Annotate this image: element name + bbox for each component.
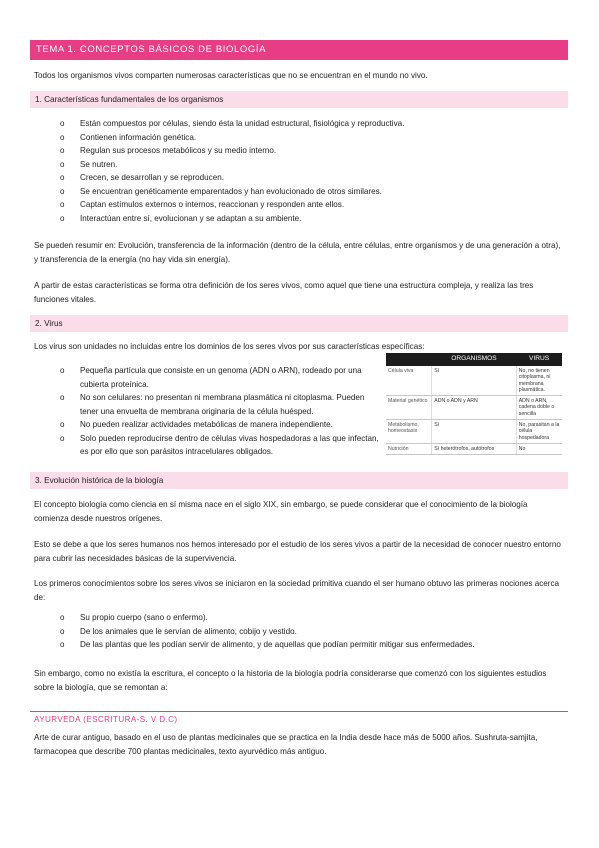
- list-item: o No pueden realizar actividades metabólicas de manera independiente.: [60, 418, 380, 432]
- bullet-icon: o: [60, 433, 65, 443]
- history-paragraph-2: Esto se debe a que los seres humanos nos hemos interesado por el estudio de los seres vivos a partir de la necesidad de conocer nuestro entorno para cubrir las necesidades básicas de la supervivencia.: [34, 540, 561, 563]
- list-item: o Su propio cuerpo (sano o enfermo).: [60, 611, 560, 625]
- section-1-list: [60, 117, 560, 225]
- bullet-icon: o: [60, 613, 65, 622]
- document-title: TEMA 1. CONCEPTOS BÁSICOS DE BIOLOGÍA: [30, 40, 568, 60]
- list-item: o Regulan sus procesos metabólicos y su medio interno.: [60, 144, 560, 158]
- bullet-icon: o: [60, 119, 65, 128]
- ayurveda-subheading: AYURVEDA (ESCRITURA-S. V D.C): [30, 711, 568, 725]
- table-cell: ADN o ARN, cadena doble o sencilla: [516, 396, 562, 420]
- bullet-icon: o: [60, 186, 65, 196]
- bullet-icon: o: [60, 132, 65, 142]
- definition-paragraph: A partir de estas características se forma otra definición de los seres vivos, como aquel que tiene una estructura compleja, y realiza las tres funciones vitales.: [34, 281, 534, 304]
- table-cell: No, no tienen citoplasma, ni membrana plasmática.: [516, 366, 562, 396]
- list-item: o Captan estímulos externos o internos, reaccionan y responden ante ellos.: [60, 198, 560, 212]
- summary-paragraph: Se pueden resumir en: Evolución, transferencia de la información (dentro de la célula, entre células, entre organismos y de una generación a otra), y transferencia de la energía (no hay vida sin energía).: [34, 241, 561, 264]
- table-cell: Sí heterótrofos, autótrofos: [432, 443, 516, 454]
- bullet-icon: o: [60, 393, 65, 402]
- section-3-list: [60, 611, 560, 652]
- table-row: [386, 443, 562, 454]
- list-item: o Solo pueden reproducirse dentro de células vivas hospedadoras a las que infectan, es por ello que son parásitos intracelulares obligados.: [60, 433, 379, 456]
- table-header-cell: VIRUS: [516, 353, 562, 366]
- table-cell: Célula viva: [386, 366, 432, 396]
- bullet-icon: o: [60, 366, 65, 375]
- list-item: o Crecen, se desarrollan y se reproducen.: [60, 171, 560, 185]
- bullet-icon: o: [60, 200, 65, 209]
- list-item: o Se nutren.: [60, 158, 560, 172]
- list-item: o De las plantas que les podían servir de alimento, y de aquellas que podían permitir mitigar sus enfermedades.: [60, 638, 560, 652]
- bullet-icon: o: [60, 213, 65, 223]
- bullet-icon: o: [60, 146, 65, 155]
- bullet-icon: o: [60, 640, 65, 649]
- list-item: o Interactúan entre sí, evolucionan y se adaptan a su ambiente.: [60, 212, 560, 226]
- section-1-heading: 1. Características fundamentales de los organismos: [30, 91, 568, 108]
- list-item: o Contienen información genética.: [60, 131, 560, 145]
- table-cell: ADN o ADN y ARN: [432, 396, 516, 420]
- virus-intro-paragraph: Los virus son unidades no incluidas entre los dominios de los seres vivos por sus características específicas:: [34, 342, 425, 351]
- table-cell: Material genético: [386, 396, 432, 420]
- table-header-cell: ORGANISMOS: [432, 353, 516, 366]
- table-header-row: [386, 353, 562, 366]
- history-paragraph-1: El concepto biología como ciencia en sí misma nace en el siglo XIX, sin embargo, se puede considerar que el conocimiento de la biología comienza desde nuestros orígenes.: [34, 500, 528, 523]
- history-paragraph-4: Sin embargo, como no existía la escritura, el concepto o la historia de la biología podría considerarse que comenzó con los siguientes estudios sobre la biología, que se remontan a:: [34, 669, 547, 692]
- intro-paragraph: Todos los organismos vivos comparten numerosas características que no se encuentran en el mundo no vivo.: [34, 71, 428, 80]
- table-header-cell: [386, 353, 432, 366]
- section-2-heading: 2. Virus: [30, 315, 568, 332]
- bullet-icon: o: [60, 420, 65, 429]
- ayurveda-paragraph: Arte de curar antiguo, basado en el uso de plantas medicinales que se practica en la India desde hace más de 5000 años. Sushruta-samjita, farmacopea que describe 700 plantas medicinales, texto ayurvédico más antiguo.: [34, 733, 538, 756]
- table-cell: Nutrición: [386, 443, 432, 454]
- table-cell: Sí: [432, 420, 516, 444]
- bullet-icon: o: [60, 626, 65, 636]
- table-row: [386, 366, 562, 396]
- table-cell: Metabolismo, homeostasis: [386, 420, 432, 444]
- list-item: o Se encuentran genéticamente emparentados y han evolucionado de otros similares.: [60, 185, 560, 199]
- table-cell: No: [516, 443, 562, 454]
- list-item: o No son celulares: no presentan ni membrana plasmática ni citoplasma. Pueden tener una envuelta de membrana originaria de la célula huésped.: [60, 393, 365, 416]
- bullet-icon: o: [60, 159, 65, 169]
- table-row: [386, 420, 562, 444]
- table-cell: No, parasitan a la célula hospedadora: [516, 420, 562, 444]
- table-row: [386, 396, 562, 420]
- bullet-icon: o: [60, 173, 65, 182]
- history-paragraph-3: Los primeros conocimientos sobre los seres vivos se iniciaron en la sociedad primitiva cuando el ser humano obtuvo las primeras nociones acerca de:: [34, 579, 560, 602]
- list-item: o De los animales que le servían de alimento, cobijo y vestido.: [60, 625, 560, 639]
- list-item: o Pequeña partícula que consiste en un genoma (ADN o ARN), rodeado por una cubierta proteínica.: [60, 366, 362, 389]
- section-3-heading: 3. Evolución histórica de la biología: [30, 472, 568, 489]
- table-cell: Sí: [432, 366, 516, 396]
- section-2-list: [60, 364, 380, 459]
- list-item: o Están compuestos por células, siendo ésta la unidad estructural, fisiológica y reproductiva.: [60, 117, 560, 131]
- comparison-table: [386, 353, 562, 455]
